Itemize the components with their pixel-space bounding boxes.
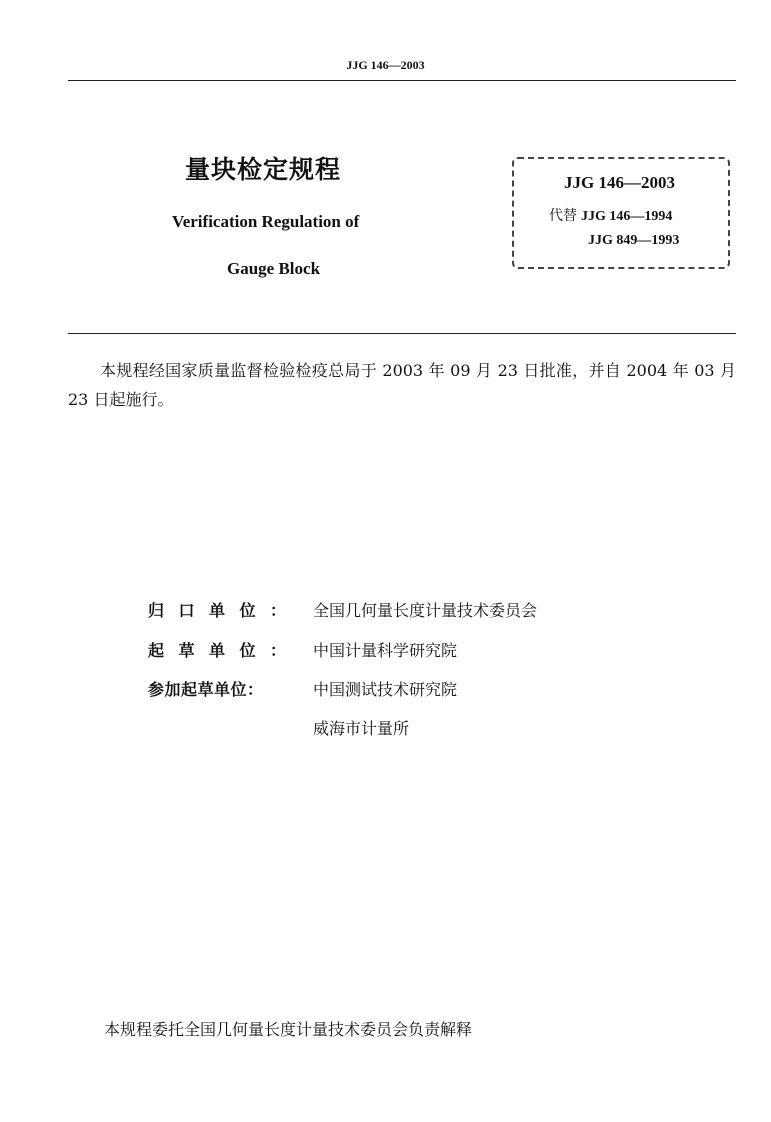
interpretation-note: 本规程委托全国几何量长度计量技术委员会负责解释 <box>104 1020 473 1039</box>
approval-paragraph: 本规程经国家质量监督检验检疫总局于 2003 年 09 月 23 日批准，并自 2004 年 03 月 23 日起施行。 <box>68 361 736 409</box>
replaces-label: 代替 <box>549 208 577 224</box>
title-chinese: 量块检定规程 <box>185 155 342 184</box>
replaced-standard: JJG 146—1994 <box>581 209 673 224</box>
standard-code-box <box>512 157 730 269</box>
title-english-line2: Gauge Block <box>227 259 321 278</box>
title-english-line1: Verification Regulation of <box>172 212 360 231</box>
box-code: JJG 146—2003 <box>564 173 675 192</box>
replaced-standard: JJG 849—1993 <box>588 233 680 248</box>
unit-label-drafting: 起 草 单 位 ： <box>148 641 286 660</box>
header-rule <box>68 80 736 81</box>
unit-value-drafting: 中国计量科学研究院 <box>313 641 458 660</box>
box-replaces-row-1 <box>549 205 763 225</box>
unit-value-responsible: 全国几何量长度计量技术委员会 <box>313 601 538 620</box>
unit-value-participating-2: 威海市计量所 <box>313 719 410 738</box>
unit-value-participating-1: 中国测试技术研究院 <box>313 680 458 699</box>
unit-label-participating: 参加起草单位： <box>148 680 264 699</box>
title-rule <box>68 333 736 334</box>
box-replaces-row-2 <box>588 233 771 249</box>
unit-label-responsible: 归 口 单 位 ： <box>148 601 286 620</box>
header-code: JJG 146—2003 <box>346 58 425 72</box>
